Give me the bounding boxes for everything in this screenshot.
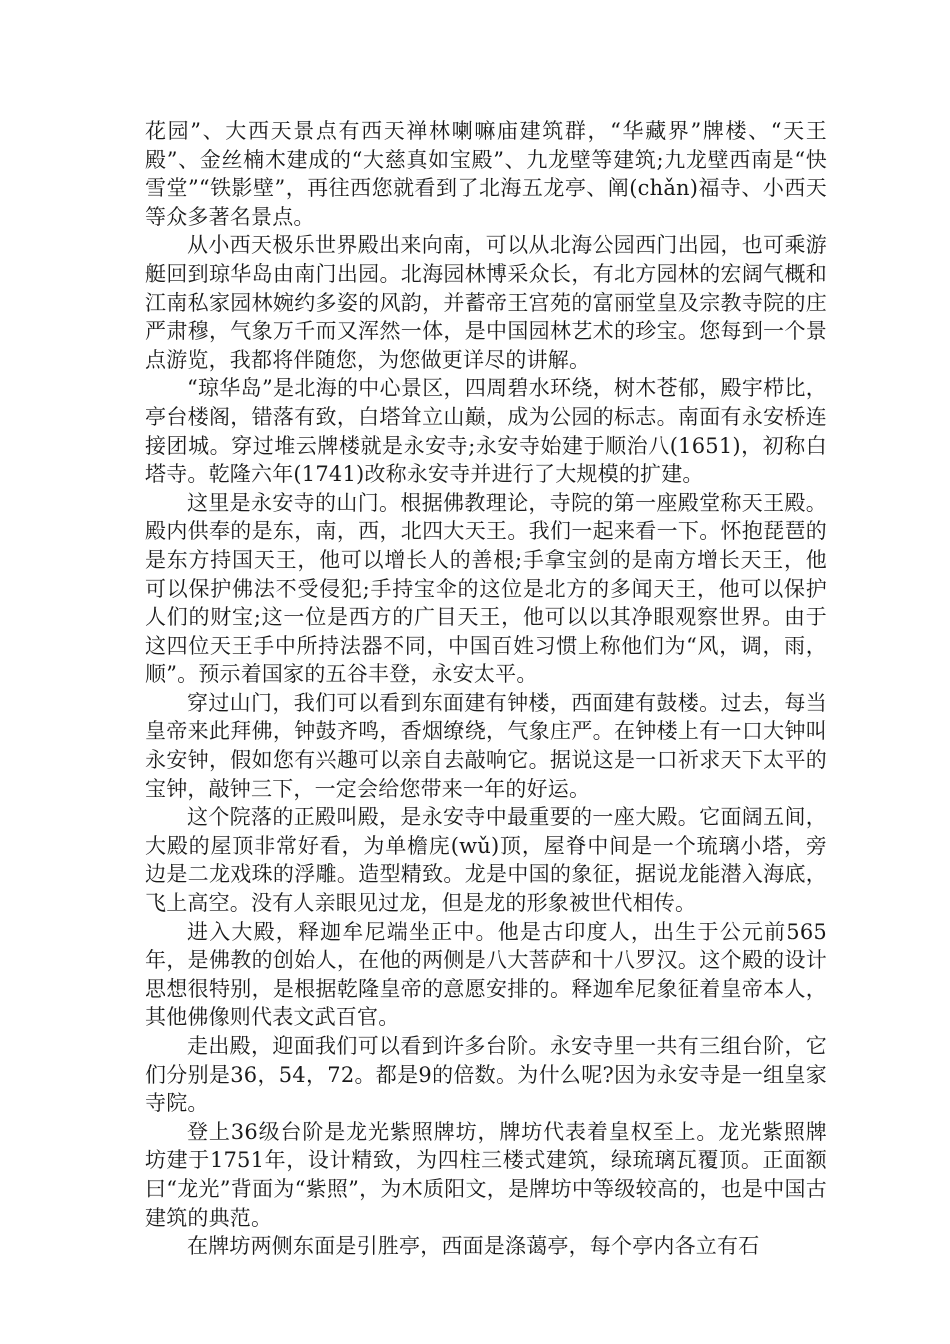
paragraph: 这个院落的正殿叫殿，是永安寺中最重要的一座大殿。它面阔五间，大殿的屋顶非常好看，为单檐庑(wǔ)顶，屋脊中间是一个琉璃小塔，旁边是二龙戏珠的浮雕。造型精致。龙是中国的象征，据说龙能潜入海底，飞上高空。没有人亲眼见过龙，但是龙的形象被世代相传。 bbox=[145, 805, 827, 916]
body-text bbox=[145, 117, 827, 1261]
paragraph-continuation: 花园”、大西天景点有西天禅林喇嘛庙建筑群，“华藏界”牌楼、“天王殿”、金丝楠木建成的“大慈真如宝殿”、九龙壁等建筑;九龙壁西南是“快雪堂”“铁影壁”，再往西您就看到了北海五龙亭、阐(chǎn)福寺、小西天等众多著名景点。 bbox=[145, 119, 827, 229]
paragraph: 走出殿，迎面我们可以看到许多台阶。永安寺里一共有三组台阶，它们分别是36，54，72。都是9的倍数。为什么呢?因为永安寺是一组皇家寺院。 bbox=[145, 1034, 827, 1116]
paragraph: 登上36级台阶是龙光紫照牌坊，牌坊代表着皇权至上。龙光紫照牌坊建于1751年，设计精致，为四柱三楼式建筑，绿琉璃瓦覆顶。正面额曰“龙光”背面为“紫照”，为木质阳文，是牌坊中等级较高的，也是中国古建筑的典范。 bbox=[145, 1119, 827, 1230]
paragraph: “琼华岛”是北海的中心景区，四周碧水环绕，树木苍郁，殿宇栉比，亭台楼阁，错落有致，白塔耸立山巅，成为公园的标志。南面有永安桥连接团城。穿过堆云牌楼就是永安寺;永安寺始建于顺治八(1651)，初称白塔寺。乾隆六年(1741)改称永安寺并进行了大规模的扩建。 bbox=[145, 376, 827, 487]
paragraph: 从小西天极乐世界殿出来向南，可以从北海公园西门出园，也可乘游艇回到琼华岛由南门出园。北海园林博采众长，有北方园林的宏阔气概和江南私家园林婉约多姿的风韵，并蓄帝王宫苑的富丽堂皇及宗教寺院的庄严肃穆，气象万千而又浑然一体，是中国园林艺术的珍宝。您每到一个景点游览，我都将伴随您，为您做更详尽的讲解。 bbox=[145, 233, 827, 372]
paragraph: 在牌坊两侧东面是引胜亭，西面是涤蔼亭，每个亭内各立有石 bbox=[187, 1234, 760, 1259]
paragraph: 穿过山门，我们可以看到东面建有钟楼，西面建有鼓楼。过去，每当皇帝来此拜佛，钟鼓齐鸣，香烟缭绕，气象庄严。在钟楼上有一口大钟叫永安钟，假如您有兴趣可以亲自去敲响它。据说这是一口祈求天下太平的宝钟，敲钟三下，一定会给您带来一年的好运。 bbox=[145, 690, 827, 801]
paragraph: 这里是永安寺的山门。根据佛教理论，寺院的第一座殿堂称天王殿。殿内供奉的是东，南，西，北四大天王。我们一起来看一下。怀抱琵琶的是东方持国天王，他可以增长人的善根;手拿宝剑的是南方增长天王，他可以保护佛法不受侵犯;手持宝伞的这位是北方的多闻天王，他可以保护人们的财宝;这一位是西方的广目天王，他可以以其净眼观察世界。由于这四位天王手中所持法器不同，中国百姓习惯上称他们为“风，调，雨，顺”。预示着国家的五谷丰登，永安太平。 bbox=[145, 490, 827, 687]
paragraph: 进入大殿，释迦牟尼端坐正中。他是古印度人，出生于公元前565年，是佛教的创始人，在他的两侧是八大菩萨和十八罗汉。这个殿的设计思想很特别，是根据乾隆皇帝的意愿安排的。释迦牟尼象征着皇帝本人，其他佛像则代表文武百官。 bbox=[145, 919, 827, 1030]
